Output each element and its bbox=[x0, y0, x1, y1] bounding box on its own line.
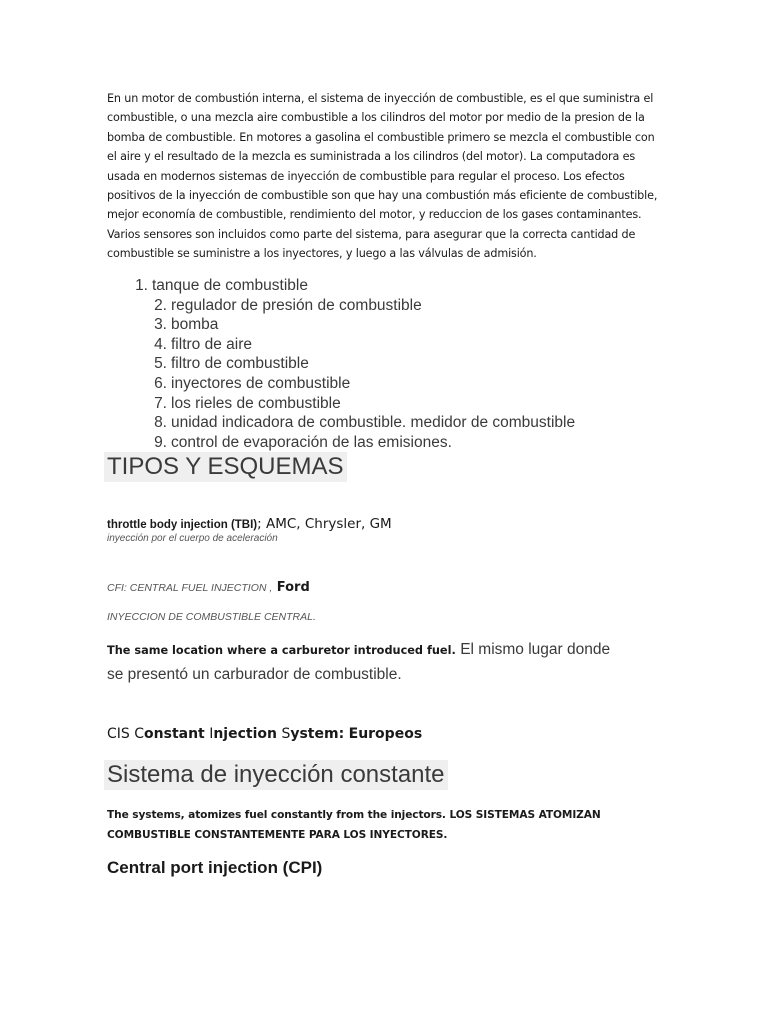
cfi-line bbox=[107, 578, 310, 596]
tbi-spanish: inyección por el cuerpo de aceleración bbox=[107, 533, 278, 544]
cfi-brand: Ford bbox=[276, 580, 310, 595]
cpi-heading: Central port injection (CPI) bbox=[107, 858, 323, 877]
systems-paragraph: The systems, atomizes fuel constantly from the injectors. LOS SISTEMAS ATOMIZAN COMBUSTIBLE CONSTANTEMENTE PARA LOS INYECTORES. bbox=[107, 809, 601, 841]
cfi-english: CFI: CENTRAL FUEL INJECTION , bbox=[107, 582, 273, 594]
same-location-english: The same location where a carburetor introduced fuel. bbox=[107, 644, 456, 657]
document-page: En un motor de combustión interna, el sistema de inyección de combustible, es el que suministra el combustible, o una mezcla aire combustible a los cilindros del motor por medio de la presion de la bomba de combustible. En motores a gasolina el combustible primero se mezcla el combustible con el aire y el resultado de la mezcla es suministrada a los cilindros (del motor). La computadora es usada en modernos sistemas de inyección de combustible para regular el proceso. Los efectos positivos de la inyección de combustible son que hay una combustión más eficiente de combustible, mejor economía de combustible, rendimiento del motor, y reduccion de los gases contaminantes. Varios sensores son incluidos como parte del sistema, para asegurar que la correcta cantidad de combustible se suministre a los inyectores, y luego a las válvulas de admisión. 1. tanque de combustible 2. regulador de presión de combustible 3. bomba 4. filtro de aire 5. filtro de combustible 6. inyectores de combustible 7. los rieles de combustible 8. unidad indicadora de combustible. medidor de combustible 9. control de evaporación de las emisiones. TIPOS Y ESQUEMAS throttle body injection (TBI); AMC, Chrysler, GM inyección por el cuerpo de aceleración CFI: CENTRAL FUEL INJECTION , Ford INYECCION DE COMBUSTIBLE CENTRAL. The same location where a carburetor introduced fuel. El mismo lugar donde se presentó un carburador de combustible. CIS Constant Injection System: Europeos Sistema de inyección constante The systems, atomizes fuel constantly from the injectors. LOS SISTEMAS ATOMIZAN COMBUSTIBLE CONSTANTEMENTE PARA LOS INYECTORES. Central port injection (CPI) bbox=[0, 0, 768, 1024]
tbi-line bbox=[107, 515, 392, 533]
cis-line: CIS Constant Injection System: Europeos bbox=[107, 726, 423, 742]
cis-region: Europeos bbox=[348, 726, 423, 742]
cfi-spanish: INYECCION DE COMBUSTIBLE CENTRAL. bbox=[107, 611, 316, 623]
tbi-brands: ; AMC, Chrysler, GM bbox=[257, 516, 392, 532]
same-location-text bbox=[107, 638, 627, 687]
types-heading: TIPOS Y ESQUEMAS bbox=[104, 452, 347, 482]
cis-heading: Sistema de inyección constante bbox=[104, 760, 448, 790]
intro-paragraph: En un motor de combustión interna, el sistema de inyección de combustible, es el que suministra el combustible, o una mezcla aire combustible a los cilindros del motor por medio de la presion de la bomba de combustible. En motores a gasolina el combustible primero se mezcla el combustible con el aire y el resultado de la mezcla es suministrada a los cilindros (del motor). La computadora es usada en modernos sistemas de inyección de combustible para regular el proceso. Los efectos positivos de la inyección de combustible son que hay una combustión más eficiente de combustible, mejor economía de combustible, rendimiento del motor, y reduccion de los gases contaminantes. Varios sensores son incluidos como parte del sistema, para asegurar que la correcta cantidad de combustible se suministre a los inyectores, y luego a las válvulas de admisión. bbox=[107, 92, 658, 261]
tbi-english: throttle body injection (TBI) bbox=[107, 519, 258, 531]
same-location-spanish: El mismo lugar donde se presentó un carburador de combustible. bbox=[107, 641, 611, 683]
